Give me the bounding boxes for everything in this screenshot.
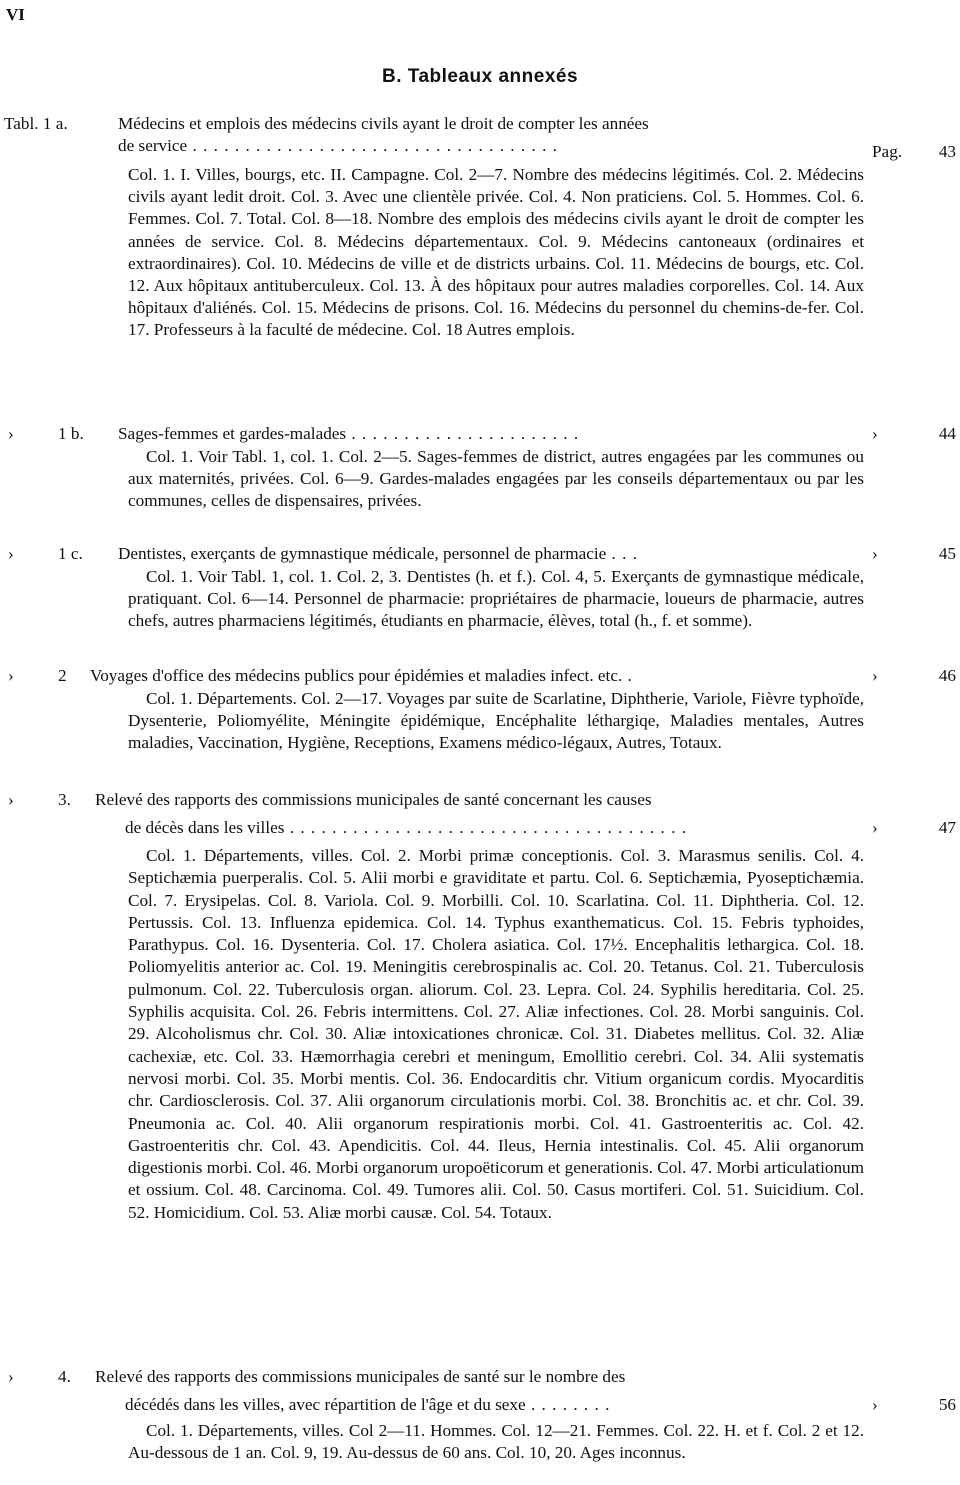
entry-title: Voyages d'office des médecins publics pour épidémies et maladies infect. etc. . xyxy=(90,666,633,685)
section-title: B. Tableaux annexés xyxy=(381,66,579,87)
page-number: VI xyxy=(6,5,25,24)
entry-columns-description: Col. 1. Voir Tabl. 1, col. 1. Col. 2, 3. Dentistes (h. et f.). Col. 4, 5. Exerçants de gymnastique médicale, pratiquant. Col. 6—14. Personnel de pharmacie: propriétaires de pharmacie, loueurs de pharmacie, autres chefs, autres pharmaciens légitimés, étudiants en pharmacie, élèves, total (h., f. et somme). xyxy=(128,567,864,631)
entry-columns-description: Col. 1. Départements, villes. Col. 2. Morbi primæ conceptionis. Col. 3. Marasmus senilis. Col. 4. Septichæmia puerperalis. Col. 5. Alii morbi e graviditate et partu. Col. 6. Septichæmia, Pyoseptichæmia. Col. 7. Erysipelas. Col. 8. Variola. Col. 9. Morbilli. Col. 10. Scarlatina. Col. 11. Diphtheria. Col. 12. Pertussis. Col. 13. Influenza epidemica. Col. 14. Typhus exanthematicus. Col. 15. Febris typhoides, Parathypus. Col. 16. Dysenteria. Col. 17. Cholera asiatica. Col. 17½. Encephalitis lethargica. Col. 18. Poliomyelitis anterior ac. Col. 19. Meningitis cerebrospinalis ac. Col. 20. Tetanus. Col. 21. Tuberculosis pulmonum. Col. 22. Tuberculosis organ. aliorum. Col. 23. Lepra. Col. 24. Syphilis hereditaria. Col. 25. Syphilis acquisita. Col. 26. Febris intermittens. Col. 27. Aliæ infectiones. Col. 28. Morbi sanguinis. Col. 29. Alcoholismus chr. Col. 30. Aliæ intoxicationes chronicæ. Col. 31. Diabetes mellitus. Col. 32. Aliæ cachexiæ, etc. Col. 33. Hæmorrhagia cerebri et meningum, Emollitio cerebri. Col. 34. Alii systematis nervosi morbi. Col. 35. Morbi mentis. Col. 36. Endocarditis chr. Vitium organicum cordis. Myocarditis chr. Cardiosclerosis. Col. 37. Alii organorum circulationis morbi. Col. 38. Bronchitis ac. et chr. Col. 39. Pneumonia ac. Col. 40. Alii organorum respirationis morbi. Col. 41. Gastroenteritis ac. Col. 42. Gastroenteritis chr. Col. 43. Apendicitis. Col. 44. Ileus, Hernia intestinalis. Col. 45. Alii organorum digestionis morbi. Col. 46. Morbi organorum uropoëticorum et generationis. Col. 47. Morbi articulationum et ossium. Col. 48. Carcinoma. Col. 49. Tumores alii. Col. 50. Casus mortiferi. Col. 51. Suicidium. Col. 52. Homicidium. Col. 53. Aliæ morbi causæ. Col. 54. Totaux. xyxy=(128,846,864,1222)
entry-title: Relevé des rapports des commissions municipales de santé concernant les causes de décès dans les villes . . . . . . . . . . . . . . . . . . . . . . . . . . . . . . . . . . . . . . xyxy=(95,790,687,838)
entry-columns-description: Col. 1. Départements, villes. Col 2—11. Hommes. Col. 12—21. Femmes. Col. 22. H. et f. Col. 2 et 12. Au-dessous de 1 an. Col. 9, 19. Au-dessus de 60 ans. Col. 10, 20. Ages inconnus. xyxy=(128,1421,864,1463)
entry-columns-description: Col. 1. I. Villes, bourgs, etc. II. Campagne. Col. 2—7. Nombre des médecins légitimés. Col. 2. Médecins civils ayant ledit droit. Col. 3. Avec une clientèle privée. Col. 4. Non praticiens. Col. 5. Hommes. Col. 6. Femmes. Col. 7. Total. Col. 8—18. Nombre des emplois des médecins civils ayant le droit de compter les années de service. Col. 8. Médecins départementaux. Col. 9. Médecins cantoneaux (ordinaires et extraordinaires). Col. 10. Médecins de ville et de districts urbains. Col. 11. Médecins de bourgs, etc. Col. 12. Aux hôpitaux antituberculeux. Col. 13. À des hôpitaux pour autres maladies corporelles. Col. 14. Aux hôpitaux d'aliénés. Col. 15. Médecins de prisons. Col. 16. Médecins du personnel du chemins-de-fer. Col. 17. Professeurs à la faculté de médecine. Col. 18 Autres emplois. xyxy=(128,165,864,340)
entry-columns-description: Col. 1. Voir Tabl. 1, col. 1. Col. 2—5. Sages-femmes de district, autres engagées par les communes ou aux maternités, privées. Col. 6—9. Gardes-malades engagées par les conseils départementaux ou par les communes, celles de dispensaires, privées. xyxy=(128,447,864,511)
entry-title: Sages-femmes et gardes-malades . . . . . . . . . . . . . . . . . . . . . . xyxy=(118,424,580,443)
entry-title: Dentistes, exerçants de gymnastique médicale, personnel de pharmacie . . . xyxy=(118,544,639,563)
entry-columns-description: Col. 1. Départements. Col. 2—17. Voyages par suite de Scarlatine, Diphtherie, Variole, Fièvre typhoïde, Dysenterie, Poliomyélite, Méningite épidémique, Encéphalite léthargiqe, Maladies mentales, Autres maladies, Vaccination, Hygiène, Receptions, Examens médico-légaux, Autres, Totaux. xyxy=(128,689,864,753)
entry-title: Relevé des rapports des commissions municipales de santé sur le nombre des décédés dans les villes, avec répartition de l'âge et du sexe . . . . . . . . xyxy=(95,1367,626,1415)
entry-title: Médecins et emplois des médecins civils ayant le droit de compter les années de service . . . . . . . . . . . . . . . . . . . . . . . . . . . . . . . . . . . xyxy=(118,114,649,156)
entry-label: Tabl. 1 a. xyxy=(4,114,68,133)
